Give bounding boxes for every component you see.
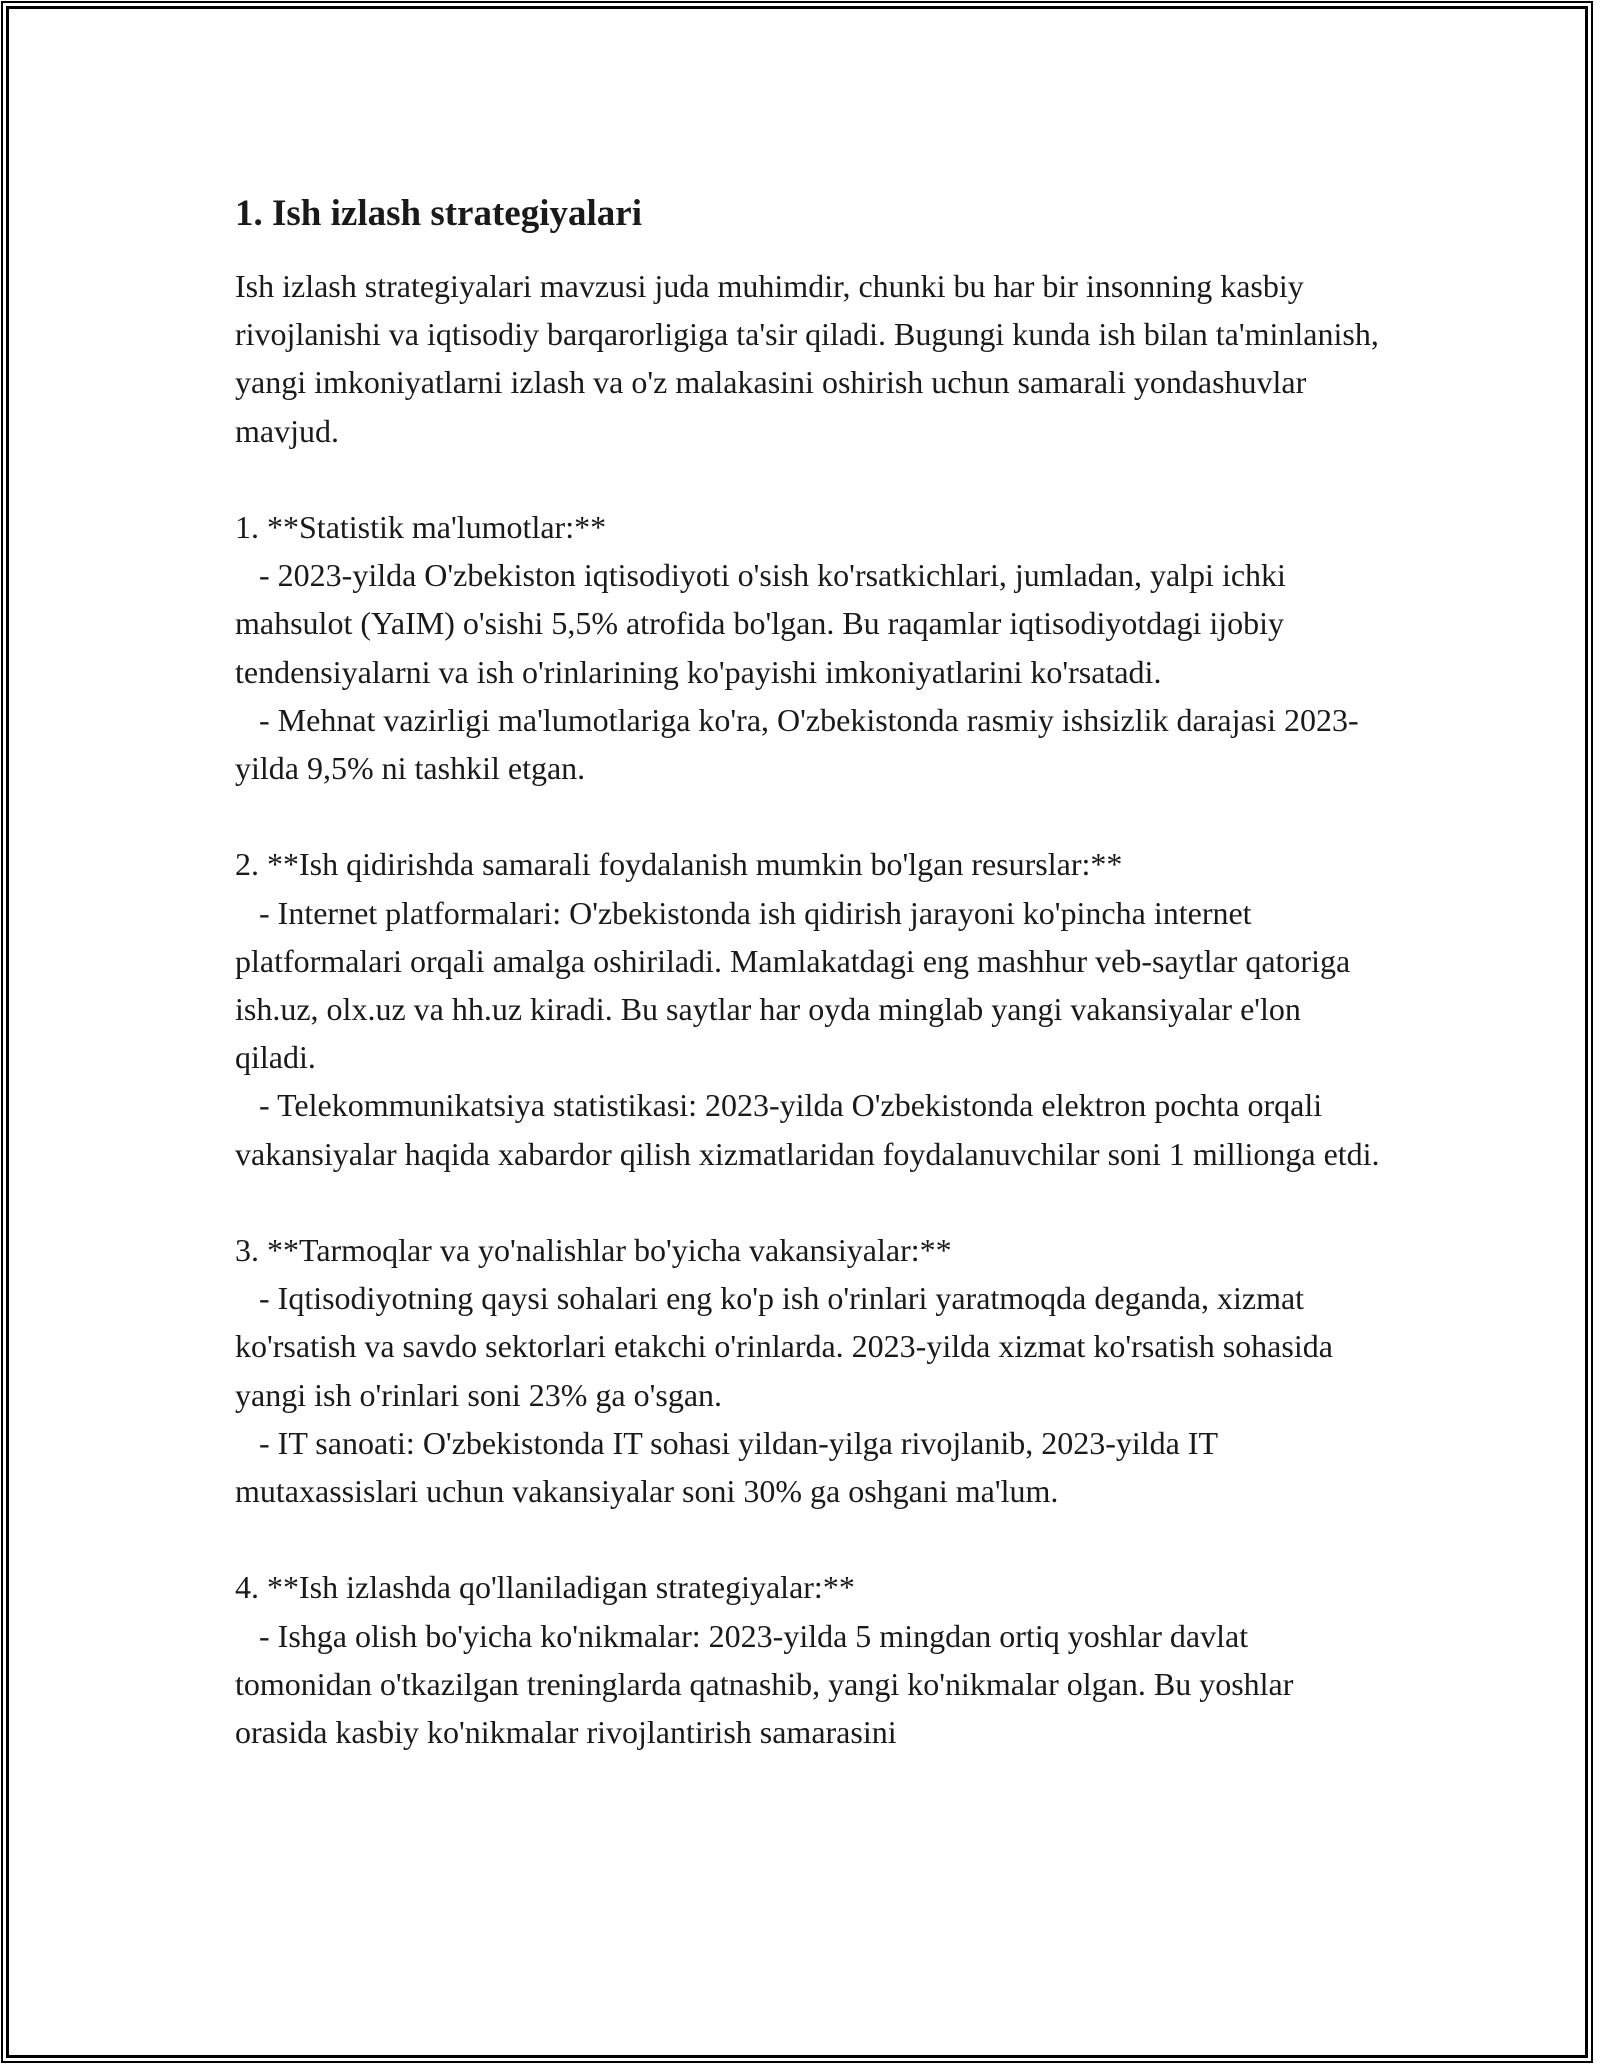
section-bullet: - Iqtisodiyotning qaysi sohalari eng ko'p ish o'rinlari yaratmoqda deganda, xizmat ko'rsatish va savdo sektorlari etakchi o'rinlarda. 2023-yilda xizmat ko'rsatish sohasida yangi ish o'rinlari soni 23% ga o'sgan. [235, 1280, 1341, 1413]
section-heading: 1. **Statistik ma'lumotlar:** [235, 509, 607, 545]
section-bullet: - 2023-yilda O'zbekiston iqtisodiyoti o'sish ko'rsatkichlari, jumladan, yalpi ichki mahsulot (YaIM) o'sishi 5,5% atrofida bo'lgan. Bu raqamlar iqtisodiyotdagi ijobiy tendensiyalarni va ish o'rinlarining ko'payishi imkoniyatlarini ko'rsatadi. [235, 557, 1294, 690]
document-body [235, 188, 1385, 1756]
spacer [235, 792, 1385, 840]
document-title: 1. Ish izlash strategiyalari [235, 193, 642, 234]
section-strategies [235, 1563, 1385, 1756]
section-heading: 3. **Tarmoqlar va yo'nalishlar bo'yicha vakansiyalar:** [235, 1232, 952, 1269]
intro-paragraph: Ish izlash strategiyalari mavzusi juda muhimdir, chunki bu har bir insonning kasbiy rivojlanishi va iqtisodiy barqarorligiga ta'sir qiladi. Bugungi kunda ish bilan ta'minlanish, yangi imkoniyatlarni izlash va o'z malakasini oshirish uchun samarali yondashuvlar mavjud. [235, 268, 1387, 449]
section-bullet: - Internet platformalari: O'zbekistonda ish qidirish jarayoni ko'pincha internet platformalari orqali amalga oshiriladi. Mamlakatdagi eng mashhur veb-saytlar qatoriga ish.uz, olx.uz va hh.uz kiradi. Bu saytlar har oyda minglab yangi vakansiyalar e'lon qiladi. [235, 894, 1359, 1076]
section-heading: 2. **Ish qidirishda samarali foydalanish mumkin bo'lgan resurslar:** [235, 846, 1123, 883]
spacer [235, 1515, 1385, 1563]
section-bullet: - Ishga olish bo'yicha ko'nikmalar: 2023-yilda 5 mingdan ortiq yoshlar davlat tomonidan o'tkazilgan treninglarda qatnashib, yangi ko'nikmalar olgan. Bu yoshlar orasida kasbiy ko'nikmalar rivojlantirish samarasini [235, 1617, 1302, 1751]
section-bullet: - Telekommunikatsiya statistikasi: 2023-yilda O'zbekistonda elektron pochta orqali vakansiyalar haqida xabardor qilish xizmatlaridan foydalanuvchilar soni 1 millionga etdi. [235, 1087, 1380, 1172]
spacer [235, 1178, 1385, 1226]
spacer [235, 455, 1385, 503]
section-bullet: - Mehnat vazirligi ma'lumotlariga ko'ra, O'zbekistonda rasmiy ishsizlik darajasi 2023-yilda 9,5% ni tashkil etgan. [235, 701, 1359, 787]
section-heading: 4. **Ish izlashda qo'llaniladigan strategiyalar:** [235, 1569, 855, 1606]
section-bullet: - IT sanoati: O'zbekistonda IT sohasi yildan-yilga rivojlanib, 2023-yilda IT mutaxassislari uchun vakansiyalar soni 30% ga oshgani ma'lum. [235, 1424, 1226, 1510]
section-statistics [235, 503, 1385, 792]
section-sectors [235, 1226, 1385, 1515]
section-resources [235, 840, 1385, 1177]
